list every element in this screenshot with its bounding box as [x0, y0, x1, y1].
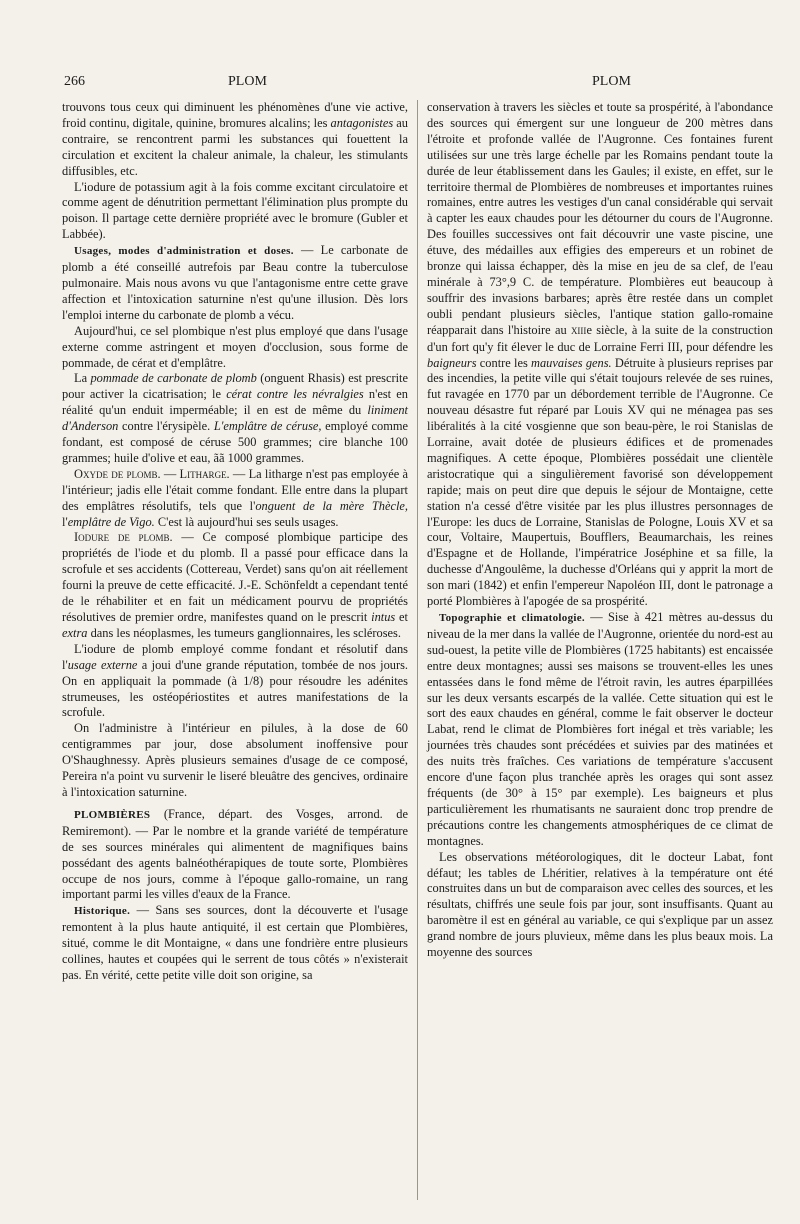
running-head-right: PLOM [592, 74, 631, 89]
paragraph: L'iodure de plomb employé comme fondant et résolutif dans l'usage externe a joui d'une grande réputation, tombée de nos jours. On en appliquait la pommade (à 1/8) pour résoudre les adénites strumeuses, les ostéopériostites et autres manifestations de la scrofule. [62, 641, 408, 720]
section-usages: Usages, modes d'administration et doses. — Le carbonate de plomb a été conseillé autrefois par Beau contre la tuberculose pulmonaire. Mais nous avons vu que l'antagonisme entre cette grave affection et l'intoxication saturnine n'est qu'une illusion. Dès lors l'emploi interne du carbonate de plomb a vécu. [62, 243, 408, 322]
page-number: 266 [64, 74, 85, 89]
paragraph: La pommade de carbonate de plomb (onguent Rhasis) est prescrite pour activer la cicatrisation; le cérat contre les névralgies n'est en réalité qu'un enduit imperméable; il en est de même du liniment d'Anderson contre l'érysipèle. L'emplâtre de céruse, employé comme fondant, est composé de céruse 500 grammes; cire blanche 100 grammes; huile d'olive et eau, ãã 1000 grammes. [62, 371, 409, 465]
running-head-left: PLOM [228, 74, 267, 89]
section-heading: Usages, modes d'administration et doses. [74, 245, 294, 258]
paragraph: Les observations météorologiques, dit le docteur Labat, font défaut; les tables de Lhéritier, relatives à la température ont été construites dans un but de comparaison avec celles des sources, et les résultats, chiffrés une seule fois par jour, sont insuffisants. Quant au baromètre il est en général au variable, ce qui s'explique par un assez grand nombre de jours pluvieux, même dans les plus beaux mois. La moyenne des sources [427, 849, 773, 960]
subsection-heading: Oxyde de plomb. [74, 466, 161, 481]
column-divider [417, 100, 418, 1200]
running-header [0, 74, 800, 96]
subsection-heading: Litharge. [179, 466, 230, 481]
section-topographie: Topographie et climatologie. — Sise à 421 mètres au-dessus du niveau de la mer dans la vallée de l'Augronne, orientée du nord-est au sud-ouest, la petite ville de Plombières (1725 habitants) est encaissée entre deux montagnes; aussi ses maisons se trouvent-elles les unes entassées dans le fond même de l'étroit ravin, les autres éparpillées sur les deux versants escarpés de la vallée. Cette situation qui est le sort des eaux chaudes en général, comme le fait observer le docteur Labat, rend le climat de Plombières fort inégal et très variable; les journées très chaudes sont précédées et suivies par des matinées et des nuits très fraîches. Ces variations de température s'accusent encore d'une façon plus tranchée après les orages qui sont assez fréquents (de 30° à 15° par exemple). Les baigneurs et plus particulièrement les rhumatisants ne sauraient donc trop prendre de précautions contre les changements atmosphériques de ce climat de montagnes. [427, 610, 773, 848]
section-historique: Historique. — Sans ses sources, dont la découverte et l'usage remontent à la plus haute antiquité, il est certain que Plombières, situé, comme le dit Montaigne, « dans une fondrière entre plusieurs collines, hautes et coupées qui le serrent de tous côtés » n'existerait pas. En vérité, cette petite ville doit son origine, sa [62, 903, 408, 982]
section-heading: Topographie et climatologie. [439, 612, 585, 624]
paragraph: conservation à travers les siècles et toute sa prospérité, à l'abondance des sources qui émergent sur une longueur de 200 mètres dans l'étroite et profonde vallée de l'Augronne. Ces fontaines furent utilisées sur une très large échelle par les Romains pendant toute la durée de leur établissement dans les Gaules; il existe, en effet, sur le territoire thermal de Plombières de nombreuses et importantes ruines romaines, entre autres les vestiges d'un canal considérable qui servait à capter les eaux chaudes pour les détourner du cours de l'Augronne. Des fouilles successives ont fait découvrir une vaste piscine, une étuve, des médailles aux effigies des empereurs et un robinet de bronze qui laissa échapper, dès la mise en jeu de sa clef, de l'eau minérale à 73°,9 C. de température. Plombières eut beaucoup à souffrir des invasions barbares; après être restée dans un complet oubli pendant plusieurs siècles, l'antique station gallo-romaine réapparait dans l'histoire au XIIIe siècle, à la suite de la construction d'un fort qu'y fit élever le duc de Lorraine Ferri III, pour défendre les baigneurs contre les mauvaises gens. Détruite à plusieurs reprises par des incendies, la petite ville qui s'était toujours relevée de ses ruines, fut ravagée en 1770 par un débordement terrible de l'Augronne. Ce nouveau désastre fut réparé par Louis XV qui ne ménagea pas ses libéralités à la cité vosgienne que son beau-père, le roi Stanislas de Lorraine, avait dotée de plusieurs édifices et de promenades magnifiques. A cette époque, Plombières possédait une clientèle aristocratique qui a singulièrement favorisé son développement rapide; mais on peut dire que depuis le séjour de Montaigne, cette station n'a cessé d'être visitée par les plus illustres personnages de l'Europe: les ducs de Lorraine, Stanislas de Pologne, Louis XV et sa cour, Voltaire, Maupertuis, Boufflers, Beaumarchais, les reines d'Espagne et de Hollande, l'impératrice Joséphine et sa fille, la duchesse d'Angoulême, la duchesse d'Orléans qui y apprit la mort de son mari (1842) et enfin l'empereur Napoléon III, dont le patronage a porté Plombières à l'apogée de sa prospérité. [427, 100, 774, 609]
entry-plombieres: PLOMBIÈRES (France, départ. des Vosges, arrond. de Remiremont). — Par le nombre et la grande variété de température de ses sources minérales qui alimentent de magnifiques bains possédant des agents balnéothérapiques de toute sorte, Plombières occupe de nos jours, comme à l'époque gallo-romaine, un rang important parmi les villes d'eaux de la France. [62, 806, 408, 902]
section-iodure: Iodure de plomb. — Ce composé plombique participe des propriétés de l'iode et du plomb. Il a passé pour efficace dans la scrofule et ses accidents (Cottereau, Verdet) sans qu'on ait réellement fourni la preuve de cette efficacité. J.-E. Schönfeldt a cependant tenté de le réhabiliter et en fait un médicament pourvu de propriétés résolutives de premier ordre, manifestes quand on le prescrit intus et extra dans les néoplasmes, les tumeurs ganglionnaires, les scléroses. [62, 530, 408, 640]
right-column [427, 100, 773, 961]
section-heading: Historique. [74, 905, 131, 918]
subsection-heading: Iodure de plomb. [74, 530, 173, 545]
paragraph: trouvons tous ceux qui diminuent les phénomènes d'une vie active, froid continu, digitale, quinine, bromures alcalins; les antagonistes au contraire, se rencontrent parmi les substances qui fouettent la circulation et excitent la chaleur animale, la chaleur, les stimulants diffusibles, etc. [62, 100, 408, 178]
entry-heading: PLOMBIÈRES [74, 808, 151, 821]
left-column [62, 100, 408, 984]
paragraph: Aujourd'hui, ce sel plombique n'est plus employé que dans l'usage externe comme astringent et moyen d'occlusion, sous forme de pommade, de cérat et d'emplâtre. [62, 323, 408, 370]
section-oxyde: Oxyde de plomb. — Litharge. — La litharge n'est pas employée à l'intérieur; jadis elle l'était comme fondant. Elle entre dans la plupart des emplâtres résolutifs, tels que l'onguent de la mère Thècle, l'emplâtre de Vigo. C'est là aujourd'hui ses seuls usages. [62, 466, 408, 529]
paragraph: L'iodure de potassium agit à la fois comme excitant circulatoire et comme agent de dénutrition permettant l'élimination plus prompte du poison. Il partage cette dernière propriété avec le bromure (Gubler et Labbée). [62, 179, 408, 242]
paragraph: On l'administre à l'intérieur en pilules, à la dose de 60 centigrammes par jour, dose absolument inoffensive pour O'Shaughnessy. Après plusieurs semaines d'usage de ce composé, Pereira n'a point vu survenir le liseré bleuâtre des gencives, ordinaire à l'intoxication saturnine. [62, 721, 408, 799]
